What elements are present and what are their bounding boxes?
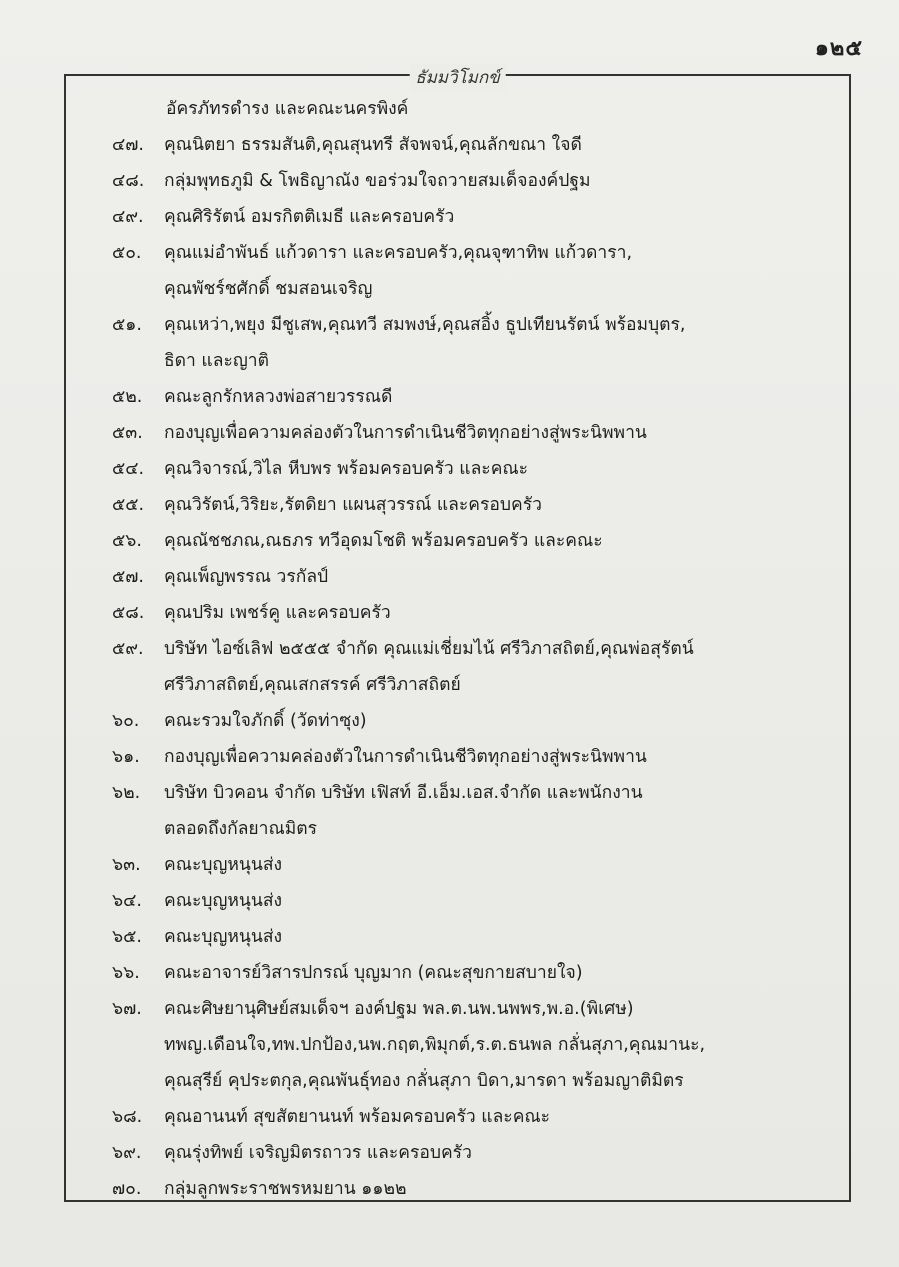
item-number: ๖๒. — [112, 783, 141, 803]
item-text: คณะศิษยานุศิษย์สมเด็จฯ องค์ปฐม พล.ต.นพ.นพพร,พ.อ.(พิเศษ) — [164, 999, 634, 1019]
item-number: ๕๖. — [112, 531, 142, 551]
list-item — [112, 850, 282, 878]
item-text: คณะบุญหนุนส่ง — [164, 891, 283, 911]
item-number: ๕๑. — [112, 315, 142, 335]
item-text: คณะบุญหนุนส่ง — [164, 927, 283, 947]
list-item — [112, 742, 647, 770]
item-text: ตลอดถึงกัลยาณมิตร — [164, 819, 318, 839]
list-item — [112, 634, 694, 662]
list-item — [112, 1138, 472, 1166]
item-text: คุณแม่อำพันธ์ แก้วดารา และครอบครัว,คุณจุฑาทิพ แก้วดารา, — [164, 243, 633, 263]
list-item — [112, 598, 391, 626]
list-item — [112, 526, 603, 554]
page-number: ๑๒๕ — [814, 36, 863, 61]
list-item-continuation — [164, 346, 269, 374]
item-number: ๔๗. — [112, 135, 144, 155]
list-item — [112, 886, 282, 914]
list-item — [112, 1174, 407, 1202]
item-text: คุณนิตยา ธรรมสันติ,คุณสุนทรี สัจพจน์,คุณลักขณา ใจดี — [164, 135, 582, 155]
list-item — [112, 922, 282, 950]
list-item-continuation — [164, 814, 317, 842]
item-text: คณะอาจารย์วิสารปกรณ์ บุญมาก (คณะสุขกายสบายใจ) — [164, 963, 583, 983]
item-text: กองบุญเพื่อความคล่องตัวในการดำเนินชีวิตทุกอย่างสู่พระนิพพาน — [164, 423, 647, 443]
item-text: คุณวิจารณ์,วิไล หีบพร พร้อมครอบครัว และคณะ — [164, 459, 529, 479]
item-number: ๖๔. — [112, 891, 142, 911]
item-text: คุณวิรัตน์,วิริยะ,รัตดิยา แผนสุวรรณ์ และครอบครัว — [164, 495, 542, 515]
item-number: ๖๕. — [112, 927, 142, 947]
item-number: ๗๐. — [112, 1179, 142, 1199]
list-item — [112, 778, 643, 806]
list-item — [166, 94, 408, 122]
item-text: คุณสุรีย์ คุประตกุล,คุณพันธุ์ทอง กลั่นสุภา บิดา,มารดา พร้อมญาติมิตร — [164, 1071, 684, 1091]
item-number: ๕๔. — [112, 459, 145, 479]
header-title: ธัมมวิโมกข์ — [409, 64, 506, 91]
item-text: คณะลูกรักหลวงพ่อสายวรรณดี — [164, 387, 393, 407]
item-text: ธิดา และญาติ — [164, 351, 269, 371]
list-item-continuation — [164, 1066, 684, 1094]
item-text: คณะรวมใจภักดิ์ (วัดท่าซุง) — [164, 711, 367, 731]
item-text: คณะบุญหนุนส่ง — [164, 855, 283, 875]
list-item — [112, 994, 634, 1022]
item-number: ๖๑. — [112, 747, 140, 767]
item-number: ๖๐. — [112, 711, 140, 731]
item-text: อัครภัทรดำรง และคณะนครพิงค์ — [166, 99, 409, 119]
item-number: ๕๕. — [112, 495, 145, 515]
item-text: ทพญ.เดือนใจ,ทพ.ปกป้อง,นพ.กฤต,พิมุกต์,ร.ต.ธนพล กลั่นสุภา,คุณมานะ, — [164, 1035, 706, 1055]
item-text: คุณรุ่งทิพย์ เจริญมิตรถาวร และครอบครัว — [164, 1143, 472, 1163]
item-number: ๕๙. — [112, 639, 144, 659]
item-text: คุณณัชชภณ,ณธภร ทวีอุดมโชติ พร้อมครอบครัว และคณะ — [164, 531, 603, 551]
item-text: บริษัท ไอซ์เลิฟ ๒๕๕๕ จำกัด คุณแม่เชี่ยมไน้ ศรีวิภาสถิตย์,คุณพ่อสุรัตน์ — [164, 639, 694, 659]
item-text: คุณเหว่า,พยุง มีชูเสพ,คุณทวี สมพงษ์,คุณสอิ้ง ธูปเทียนรัตน์ พร้อมบุตร, — [164, 315, 686, 335]
item-number: ๖๗. — [112, 999, 142, 1019]
item-text: กลุ่มลูกพระราชพรหมยาน ๑๑๒๒ — [164, 1179, 407, 1199]
list-item — [112, 202, 454, 230]
list-item-continuation — [164, 1030, 705, 1058]
item-text: คุณเพ็ญพรรณ วรกัลป์ — [164, 567, 329, 587]
item-number: ๕๒. — [112, 387, 143, 407]
item-number: ๔๘. — [112, 171, 145, 191]
list-item — [112, 130, 582, 158]
item-number: ๕๓. — [112, 423, 143, 443]
item-number: ๖๘. — [112, 1107, 143, 1127]
item-number: ๔๙. — [112, 207, 144, 227]
item-text: คุณศิริรัตน์ อมรกิตติเมธี และครอบครัว — [164, 207, 455, 227]
list-item — [112, 1102, 550, 1130]
list-item — [112, 418, 647, 446]
list-item — [112, 382, 392, 410]
list-item — [112, 310, 685, 338]
item-number: ๖๖. — [112, 963, 140, 983]
list-item — [112, 454, 528, 482]
list-item — [112, 166, 591, 194]
item-number: ๕๐. — [112, 243, 142, 263]
item-number: ๖๙. — [112, 1143, 142, 1163]
item-text: ศรีวิภาสถิตย์,คุณเสกสรรค์ ศรีวิภาสถิตย์ — [164, 675, 461, 695]
list-item-continuation — [164, 670, 461, 698]
item-number: ๕๘. — [112, 603, 145, 623]
list-item — [112, 958, 583, 986]
item-text: กลุ่มพุทธภูมิ & โพธิญาณัง ขอร่วมใจถวายสมเด็จองค์ปฐม — [164, 171, 591, 191]
list-item-continuation — [164, 274, 372, 302]
list-item — [112, 562, 328, 590]
list-item — [112, 706, 367, 734]
list-item — [112, 490, 542, 518]
item-number: ๖๓. — [112, 855, 141, 875]
item-text: คุณพัชร์ชศักดิ์ ชมสอนเจริญ — [164, 279, 373, 299]
item-text: กองบุญเพื่อความคล่องตัวในการดำเนินชีวิตทุกอย่างสู่พระนิพพาน — [164, 747, 647, 767]
item-text: บริษัท บิวคอน จำกัด บริษัท เฟิสท์ อี.เอ็ม.เอส.จำกัด และพนักงาน — [164, 783, 643, 803]
item-text: คุณอานนท์ สุขสัตยานนท์ พร้อมครอบครัว และคณะ — [164, 1107, 551, 1127]
list-item — [112, 238, 632, 266]
item-number: ๕๗. — [112, 567, 144, 587]
item-text: คุณปริม เพชร์คู และครอบครัว — [164, 603, 391, 623]
